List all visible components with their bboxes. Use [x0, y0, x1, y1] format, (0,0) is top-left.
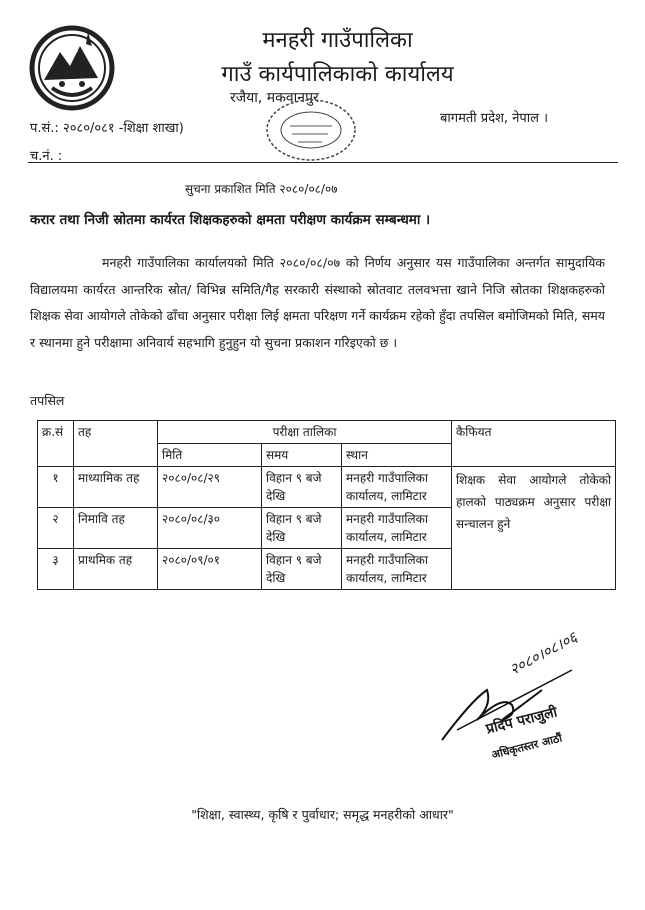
row-date: २०८०/०८/२९: [158, 467, 262, 508]
row-level: माध्यामिक तह: [74, 467, 158, 508]
row-place: मनहरी गाउँपालिका कार्यालय, लामिटार: [342, 508, 452, 549]
row-date: २०८०/०९/०१: [158, 549, 262, 590]
row-time: विहान ९ बजे देखि: [262, 467, 342, 508]
row-sn: १: [38, 467, 74, 508]
col-sn-header: क्र.सं: [38, 421, 74, 467]
office-stamp-icon: [262, 96, 360, 164]
province: बागमती प्रदेश, नेपाल ।: [440, 111, 549, 126]
row-place: मनहरी गाउँपालिका कार्यालय, लामिटार: [342, 467, 452, 508]
exam-schedule-table: [37, 420, 616, 590]
header-divider: [28, 162, 618, 163]
row-place: मनहरी गाउँपालिका कार्यालय, लामिटार: [342, 549, 452, 590]
signatory-name: प्रदिप पराजुली: [484, 704, 559, 738]
notice-body: मनहरी गाउँपालिका कार्यालयको मिति २०८०/०८/०७ को निर्णय अनुसार यस गाउँपालिका अन्तर्गत सामुदायिक विद्यालयमा कार्यरत आन्तरिक स्रोत/ विभिन्न समिति/गैह सरकारी संस्थाको स्रोतवाट तलवभत्ता खाने निजि स्रोतका शिक्षकहरुको शिक्षक सेवा आयोगले तोकेको ढाँचा अनुसार परीक्षा लिई क्षमता परिक्षण गर्ने कार्यक्रम रहेको हुँदा तपसिल बमोजिमको मिति, समय र स्थानमा हुने परीक्षामा अनिवार्य सहभागि हुनुहुन यो सुचना प्रकाशन गरिइएको छ ।: [30, 255, 605, 350]
col-date-header: मिति: [158, 444, 262, 467]
col-remarks-header: कैफियत: [452, 421, 616, 467]
row-time: विहान ९ बजे देखि: [262, 549, 342, 590]
signatory-title: अधिकृतस्तर आठौं: [490, 731, 564, 762]
org-name: मनहरी गाउँपालिका: [262, 28, 413, 53]
publish-date: सुचना प्रकाशित मिति २०८०/०८/०७: [185, 182, 338, 196]
table-row: [38, 467, 616, 508]
office-name: गाउँ कार्यपालिकाको कार्यालय: [221, 62, 454, 87]
row-time: विहान ९ बजे देखि: [262, 508, 342, 549]
col-level-header: तह: [74, 421, 158, 467]
row-level: निमावि तह: [74, 508, 158, 549]
row-sn: ३: [38, 549, 74, 590]
footer-motto: "शिक्षा, स्वास्थ्य, कृषि र पुर्वाधार; समृद्ध मनहरीको आधार": [191, 807, 454, 822]
reference-number: प.सं.: २०८०/०८१ -शिक्षा शाखा): [30, 121, 184, 136]
signature-date: २०८०।०८।०६: [506, 628, 581, 679]
col-place-header: स्थान: [342, 444, 452, 467]
notice-subject: करार तथा निजी स्रोतमा कार्यरत शिक्षकहरुको क्षमता परीक्षण कार्यक्रम सम्बन्धमा ।: [30, 212, 431, 228]
tapsil-label: तपसिल: [30, 393, 65, 408]
row-sn: २: [38, 508, 74, 549]
table-header-row: [38, 421, 616, 444]
row-date: २०८०/०८/३०: [158, 508, 262, 549]
row-level: प्राथमिक तह: [74, 549, 158, 590]
col-time-header: समय: [262, 444, 342, 467]
remarks-cell: शिक्षक सेवा आयोगले तोकेको हालको पाठ्यक्रम अनुसार परीक्षा सन्चालन हुने: [452, 467, 616, 590]
dispatch-number: च.नं. :: [30, 149, 63, 164]
office-address: रजैया, मकवानपुर: [230, 90, 319, 106]
exam-schedule-header: परीक्षा तालिका: [158, 421, 452, 444]
